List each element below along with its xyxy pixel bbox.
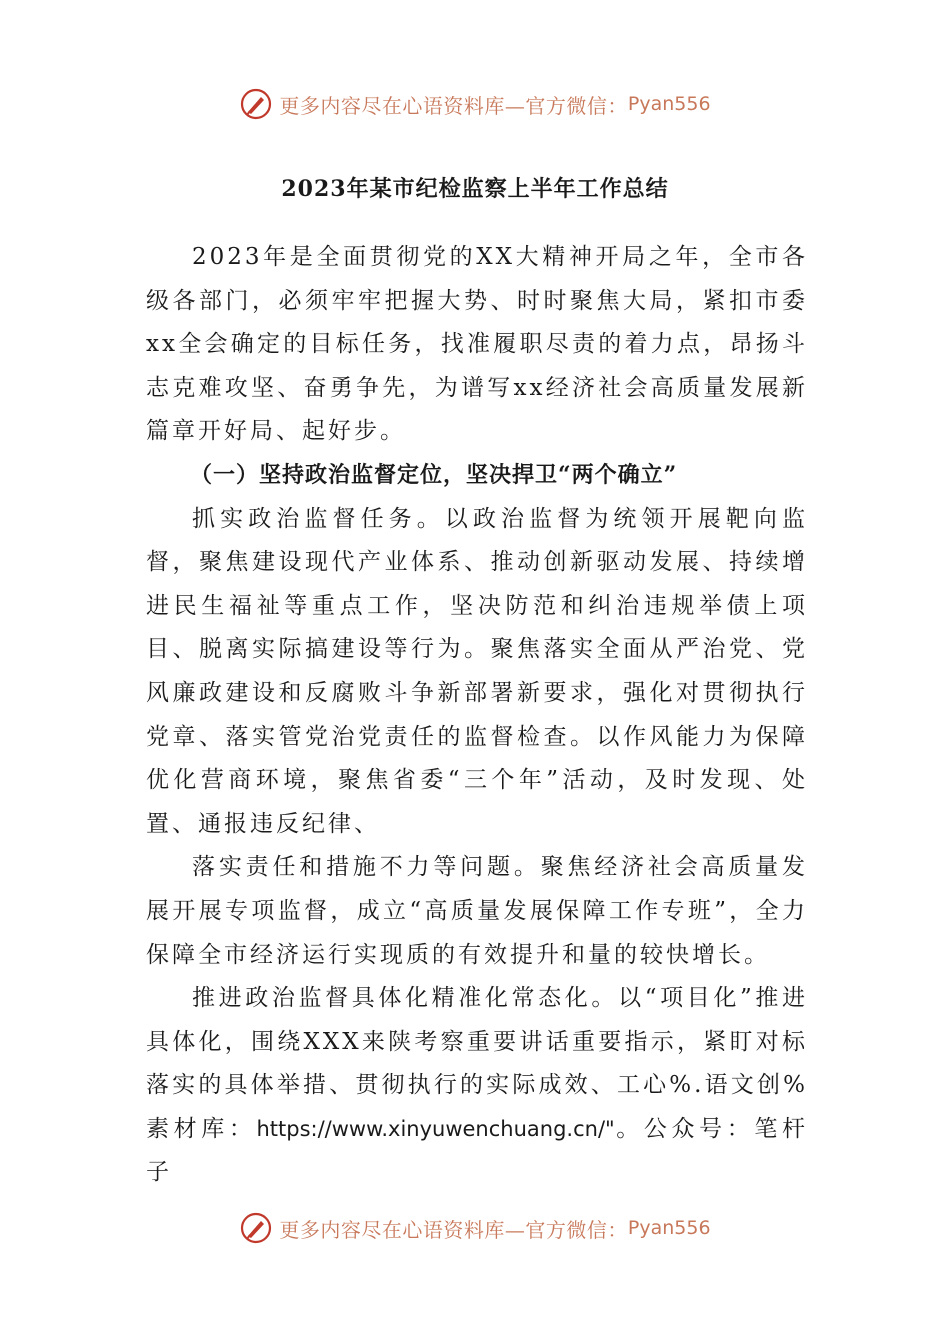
pen-circle-icon — [239, 1211, 273, 1245]
paragraph-political-supervision: 抓实政治监督任务。以政治监督为统领开展靶向监督，聚焦建设现代产业体系、推动创新驱动发展、持续增进民生福祉等重点工作，坚决防范和纠治违规举债上项目、脱离实际搞建设等行为。聚焦落实全面从严治党、党风廉政建设和反腐败斗争新部署新要求，强化对贯彻执行党章、落实管党治党责任的监督检查。以作风能力为保障优化营商环境，聚焦省委“三个年”活动，及时发现、处置、通报违反纪律、 — [146, 505, 808, 837]
paragraph-intro: 2023年是全面贯彻党的XX大精神开局之年，全市各级各部门，必须牢牢把握大势、时时聚焦大局，紧扣市委xx全会确定的目标任务，找准履职尽责的着力点，昂扬斗志克难攻坚、奋勇争先，为谱写xx经济社会高质量发展新篇章开好局、起好步。 — [146, 244, 808, 445]
pen-circle-icon — [239, 87, 273, 121]
section-heading: （一）坚持政治监督定位，坚决捍卫“两个确立” — [190, 461, 678, 488]
watermark-handle: Pyan556 — [627, 1217, 711, 1239]
watermark-text: 更多内容尽在心语资料库—官方微信： — [279, 1217, 628, 1242]
paragraph-text-after-url: 。公众号：笔杆子 — [146, 1115, 809, 1186]
document-title: 2023年某市纪检监察上半年工作总结 — [281, 176, 669, 202]
watermark-banner-bottom — [0, 1208, 950, 1248]
watermark-banner-top — [0, 84, 950, 124]
watermark-handle: Pyan556 — [627, 93, 711, 115]
source-url: https://www.xinyuwenchuang.cn/" — [256, 1116, 615, 1141]
paragraph-specialization — [146, 977, 808, 1195]
document-body — [146, 236, 808, 1195]
paragraph-text-before-url: 推进政治监督具体化精准化常态化。以“项目化”推进具体化，围绕XXX来陕考察重要讲话重要指示，紧盯对标落实的具体举措、贯彻执行的实际成效、工心%.语文创%素材库： — [146, 985, 808, 1142]
paragraph-responsibility: 落实责任和措施不力等问题。聚焦经济社会高质量发展开展专项监督，成立“高质量发展保障工作专班”，全力保障全市经济运行实现质的有效提升和量的较快增长。 — [146, 854, 808, 968]
watermark-text: 更多内容尽在心语资料库—官方微信： — [279, 93, 628, 118]
